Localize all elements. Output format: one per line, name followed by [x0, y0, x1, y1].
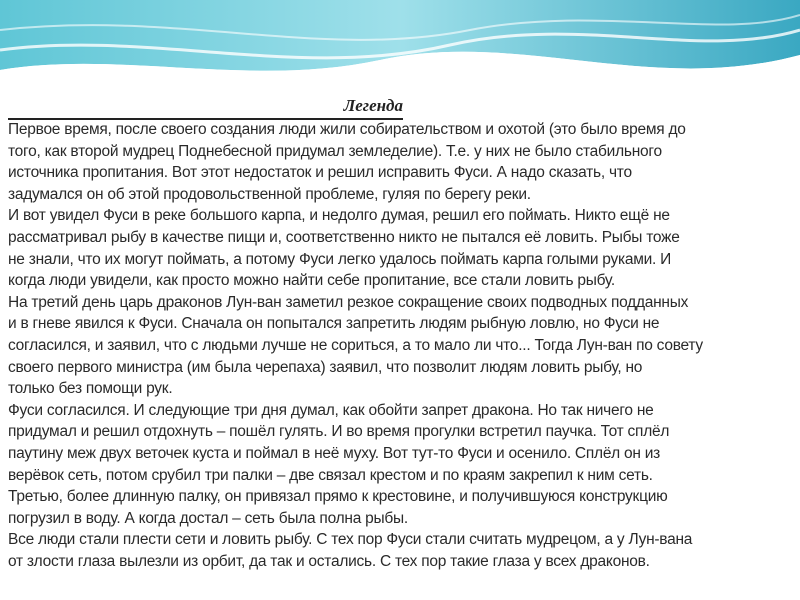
text-line: На третий день царь драконов Лун-ван заметил резкое сокращение своих подводных подданных — [8, 293, 689, 311]
text-line: Фуси согласился. И следующие три дня думал, как обойти запрет дракона. Но так ничего не — [8, 401, 654, 419]
page-title: Легенда — [8, 96, 403, 120]
text-line: того, как второй мудрец Поднебесной придумал земледелие). Т.е. у них не было стабильного — [8, 142, 662, 160]
header-wave-decoration — [0, 0, 800, 100]
text-line: от злости глаза вылезли из орбит, да так и остались. С тех пор такие глаза у всех драконов. — [8, 552, 650, 570]
text-line: своего первого министра (им была черепаха) заявил, что позволит людям ловить рыбу, но — [8, 358, 643, 376]
text-line: не знали, что их могут поймать, а потому Фуси легко удалось поймать карпа голыми руками. И — [8, 250, 672, 268]
text-line: паутину меж двух веточек куста и поймал в неё муху. Вот тут-то Фуси и осенило. Сплёл он из — [8, 444, 661, 462]
text-line: Первое время, после своего создания люди жили собирательством и охотой (это было время до — [8, 121, 686, 138]
text-line: Все люди стали плести сети и ловить рыбу. С тех пор Фуси стали считать мудрецом, а у Лун-вана — [8, 531, 693, 549]
text-line: когда люди увидели, как просто можно найти себе пропитание, все стали ловить рыбу. — [8, 272, 615, 290]
text-line: верёвок сеть, потом срубил три палки – две связал крестом и по краям закрепил к ним сеть. — [8, 466, 653, 484]
text-line: погрузил в воду. А когда достал – сеть была полна рыбы. — [8, 509, 408, 527]
text-line: Третью, более длинную палку, он привязал прямо к крестовине, и получившуюся конструкцию — [8, 488, 668, 506]
legend-text — [8, 119, 798, 572]
text-line: рассматривал рыбу в качестве пищи и, соответственно никто не пытался её ловить. Рыбы тоже — [8, 228, 680, 246]
text-line: придумал и решил отдохнуть – пошёл гулять. И во время прогулки встретил паучка. Тот сплёл — [8, 423, 670, 441]
text-line: И вот увидел Фуси в реке большого карпа, и недолго думая, решил его поймать. Никто ещё не — [8, 207, 670, 225]
text-line: и в гневе явился к Фуси. Сначала он попытался запретить людям рыбную ловлю, но Фуси не — [8, 315, 660, 333]
text-line: задумался он об этой продовольственной проблеме, гуляя по берегу реки. — [8, 185, 531, 203]
text-line: источника пропитания. Вот этот недостаток и решил исправить Фуси. А надо сказать, что — [8, 164, 632, 182]
text-line: только без помощи рук. — [8, 380, 173, 398]
text-line: согласился, и заявил, что с людьми лучше не сориться, а то мало ли что... Тогда Лун-ван по совету — [8, 336, 703, 354]
